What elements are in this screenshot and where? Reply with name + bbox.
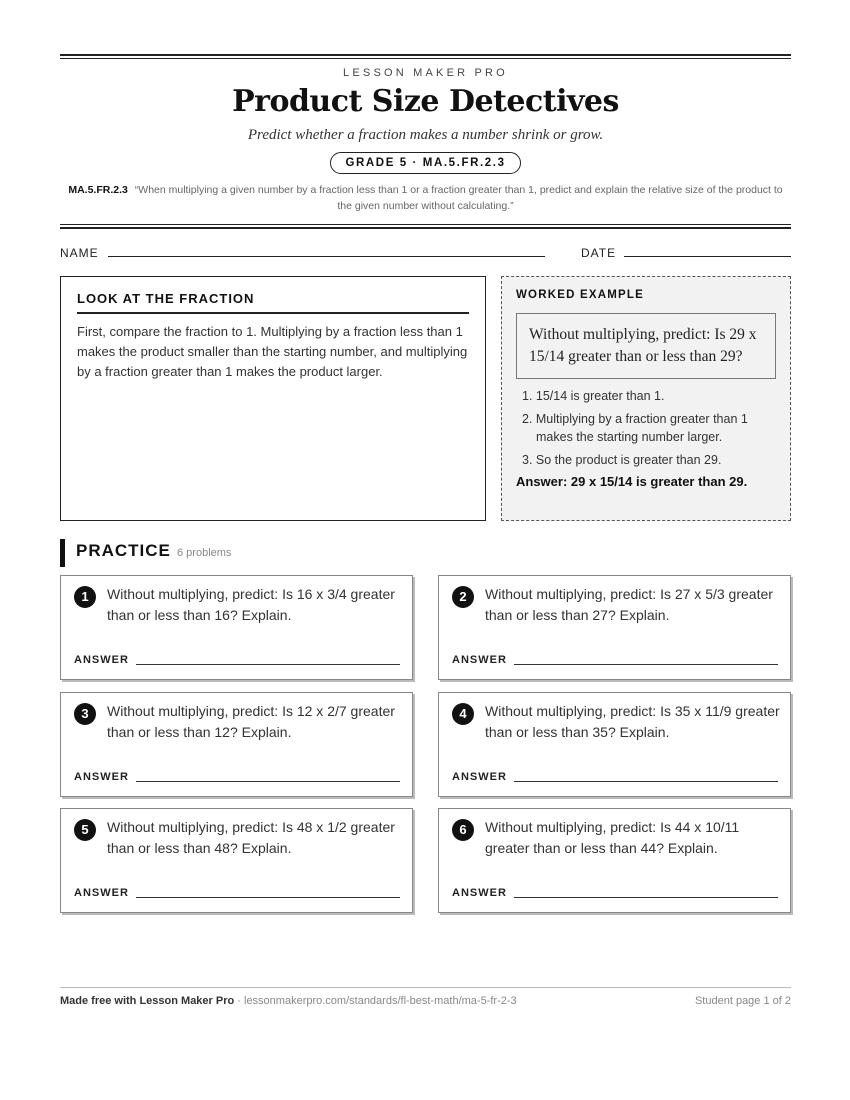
problem-text: Without multiplying, predict: Is 44 x 10/11 greater than or less than 44? Explain. bbox=[485, 819, 740, 856]
look-heading: LOOK AT THE FRACTION bbox=[77, 291, 469, 314]
answer-field[interactable] bbox=[514, 897, 778, 898]
practice-accent-bar bbox=[60, 539, 65, 567]
problem-number: 2 bbox=[452, 586, 474, 608]
footer-credit bbox=[60, 995, 517, 1007]
answer-field[interactable] bbox=[514, 781, 778, 782]
footer-rule bbox=[60, 987, 791, 988]
footer-page-number: Student page 1 of 2 bbox=[694, 995, 791, 1007]
problem-text: Without multiplying, predict: Is 16 x 3/4 greater than or less than 16? Explain. bbox=[107, 586, 395, 623]
grade-badge: GRADE 5 · MA.5.FR.2.3 bbox=[330, 152, 520, 174]
answer-field[interactable] bbox=[136, 897, 400, 898]
header-bottom-rule bbox=[60, 224, 791, 229]
answer-label: ANSWER bbox=[452, 654, 507, 666]
name-field[interactable] bbox=[108, 256, 545, 257]
grade-badge-wrap bbox=[60, 152, 791, 174]
practice-count: 6 problems bbox=[177, 547, 232, 559]
worked-step: 3. So the product is greater than 29. bbox=[522, 453, 722, 467]
footer-made: Made free with Lesson Maker Pro bbox=[60, 995, 235, 1007]
top-double-rule bbox=[60, 54, 791, 59]
page-subtitle: Predict whether a fraction makes a number shrink or grow. bbox=[247, 127, 604, 143]
problem-number: 5 bbox=[74, 819, 96, 841]
standard-code: MA.5.FR.2.3 bbox=[68, 184, 128, 196]
date-field[interactable] bbox=[624, 256, 791, 257]
look-body: First, compare the fraction to 1. Multiplying by a fraction less than 1 makes the product smaller than the starting number, and multiplying by a fraction greater than 1 makes the product larger. bbox=[77, 324, 468, 379]
answer-label: ANSWER bbox=[452, 771, 507, 783]
answer-label: ANSWER bbox=[74, 887, 129, 899]
worked-step: 1. 15/14 is greater than 1. bbox=[522, 389, 665, 403]
problem-card-2 bbox=[438, 575, 791, 680]
practice-title: PRACTICE bbox=[76, 541, 171, 560]
answer-field[interactable] bbox=[136, 781, 400, 782]
problem-card-3 bbox=[60, 692, 413, 797]
date-label: DATE bbox=[581, 246, 617, 260]
answer-label: ANSWER bbox=[452, 887, 507, 899]
look-at-fraction-box bbox=[60, 276, 486, 521]
standard-statement bbox=[60, 182, 791, 214]
answer-label: ANSWER bbox=[74, 771, 129, 783]
worked-example-box bbox=[501, 276, 791, 521]
worked-heading: WORKED EXAMPLE bbox=[516, 289, 644, 301]
problem-card-1 bbox=[60, 575, 413, 680]
problem-number: 3 bbox=[74, 703, 96, 725]
answer-field[interactable] bbox=[514, 664, 778, 665]
answer-label: ANSWER bbox=[74, 654, 129, 666]
answer-field[interactable] bbox=[136, 664, 400, 665]
worked-step: 2. Multiplying by a fraction greater than 1 makes the starting number larger. bbox=[522, 412, 748, 444]
page-title: Product Size Detectives bbox=[232, 84, 619, 119]
standard-text: “When multiplying a given number by a fraction less than 1 or a fraction greater than 1, predict and explain the relative size of the product to the given number without calculating.” bbox=[134, 184, 783, 212]
worked-answer: Answer: 29 x 15/14 is greater than 29. bbox=[516, 474, 748, 489]
worked-question: Without multiplying, predict: Is 29 x 15/14 greater than or less than 29? bbox=[516, 313, 776, 379]
problem-number: 1 bbox=[74, 586, 96, 608]
problem-text: Without multiplying, predict: Is 27 x 5/3 greater than or less than 27? Explain. bbox=[485, 586, 773, 623]
problem-card-4 bbox=[438, 692, 791, 797]
problem-text: Without multiplying, predict: Is 12 x 2/7 greater than or less than 12? Explain. bbox=[107, 703, 395, 740]
problem-text: Without multiplying, predict: Is 35 x 11/9 greater than or less than 35? Explain. bbox=[485, 703, 780, 740]
problem-number: 4 bbox=[452, 703, 474, 725]
problem-number: 6 bbox=[452, 819, 474, 841]
worksheet-page bbox=[60, 0, 791, 1100]
problem-text: Without multiplying, predict: Is 48 x 1/2 greater than or less than 48? Explain. bbox=[107, 819, 395, 856]
footer-url[interactable]: · lessonmakerpro.com/standards/fl-best-math/ma-5-fr-2-3 bbox=[234, 995, 517, 1007]
problem-card-6 bbox=[438, 808, 791, 913]
worked-steps bbox=[516, 387, 776, 469]
name-label: NAME bbox=[60, 246, 99, 260]
problem-card-5 bbox=[60, 808, 413, 913]
brand-name: LESSON MAKER PRO bbox=[343, 67, 508, 79]
